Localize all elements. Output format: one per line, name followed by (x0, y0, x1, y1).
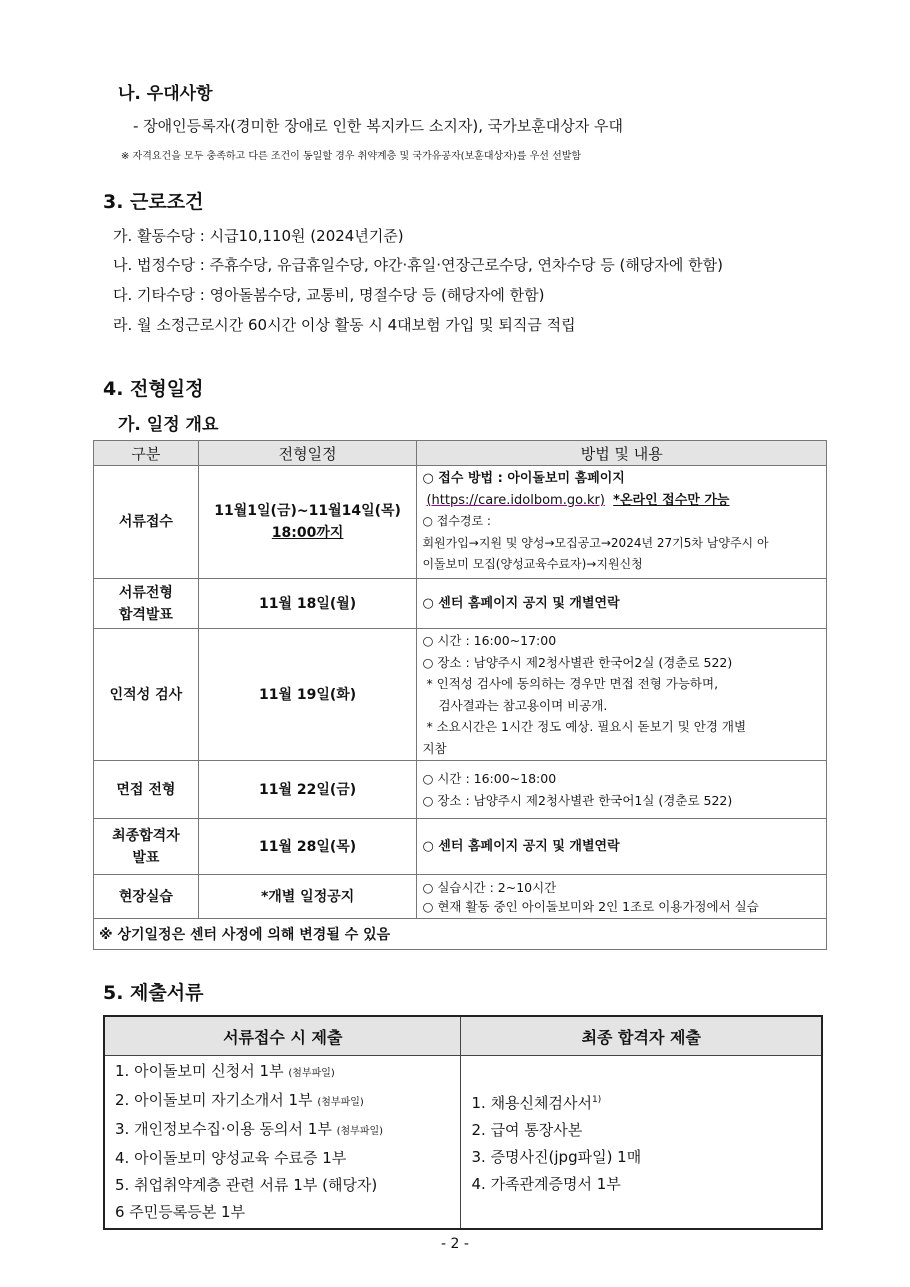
preference-item: - 장애인등록자(경미한 장애로 인한 복지카드 소지자), 국가보훈대상자 우대 (133, 117, 623, 135)
detail-line: ○ 장소 : 남양주시 제2청사별관 한국어2실 (경춘로 522) (422, 654, 733, 670)
list-item: 3. 증명사진(jpg파일) 1매 (471, 1147, 642, 1166)
details-cell (417, 819, 827, 875)
table-header-row (94, 441, 827, 466)
list-item: 4. 아이돌보미 양성교육 수료증 1부 (115, 1149, 347, 1167)
detail-line: 이돌보미 모집(양성교육수료자)→지원신청 (422, 557, 643, 572)
stage-label: 서류접수 (118, 514, 173, 530)
stage-label: 합격발표 (118, 606, 173, 623)
table-row (104, 1056, 822, 1230)
detail-line: ○ 시간 : 16:00~17:00 (422, 633, 557, 648)
detail-line: ○ 시간 : 16:00~18:00 (422, 771, 557, 786)
final-docs-cell (461, 1056, 822, 1230)
detail-line: * 인적성 검사에 동의하는 경우만 면접 전형 가능하며, (426, 676, 719, 691)
stage-label: 서류전형 (118, 584, 173, 601)
detail-line: ○ 센터 홈페이지 공지 및 개별연락 (422, 838, 620, 854)
date-label: 11월 28일(목) (259, 838, 357, 855)
stage-cell (94, 875, 199, 919)
table-header-row (104, 1016, 822, 1056)
detail-line: ○ 접수 방법 : 아이돌보미 홈페이지 (422, 471, 625, 487)
working-item: 라. 월 소정근로시간 60시간 이상 활동 시 4대보험 가입 및 퇴직금 적립 (113, 316, 576, 334)
schedule-note: ※ 상기일정은 센터 사정에 의해 변경될 수 있음 (94, 919, 827, 950)
detail-line: ○ 센터 홈페이지 공지 및 개별연락 (422, 595, 620, 611)
working-item: 다. 기타수당 : 영아돌봄수당, 교통비, 명절수당 등 (해당자에 한함) (113, 286, 545, 304)
date-cell (198, 629, 417, 761)
date-cell (198, 466, 417, 579)
list-item: 3. 개인정보수집·이용 동의서 1부 (첨부파일) (115, 1120, 384, 1138)
date-cell (198, 819, 417, 875)
date-deadline: 18:00까지 (271, 525, 344, 541)
date-label: *개별 일정공지 (260, 888, 355, 905)
stage-label: 현장실습 (118, 888, 173, 905)
list-item: 5. 취업취약계층 관련 서류 1부 (해당자) (115, 1176, 378, 1194)
details-cell (417, 579, 827, 629)
list-item: 6 주민등록등본 1부 (115, 1203, 246, 1221)
date-label: 11월 22일(금) (259, 781, 357, 798)
preference-note: ※ 자격요건을 모두 충족하고 다른 조건이 동일할 경우 취약계층 및 국가유공자(보훈대상자)를 우선 선발함 (121, 151, 582, 162)
stage-label: 발표 (132, 849, 160, 866)
working-item: 가. 활동수당 : 시급10,110원 (2024년기준) (113, 227, 404, 245)
date-label: 11월1일(금)~11월14일(목) (214, 503, 401, 519)
column-header: 서류접수 시 제출 (104, 1016, 461, 1056)
details-cell (417, 629, 827, 761)
details-cell (417, 875, 827, 919)
date-cell (198, 579, 417, 629)
documents-heading: 5. 제출서류 (103, 982, 204, 1004)
documents-table (103, 1015, 823, 1230)
stage-label: 면접 전형 (116, 781, 176, 798)
working-item: 나. 법정수당 : 주휴수당, 유급휴일수당, 야간·휴일·연장근로수당, 연차수당 등 (해당자에 한함) (113, 256, 723, 274)
table-row (94, 466, 827, 579)
column-header: 구분 (94, 441, 199, 466)
detail-line: ○ 실습시간 : 2~10시간 (422, 879, 557, 895)
page-number: - 2 - (441, 1236, 469, 1252)
details-cell (417, 761, 827, 819)
date-label: 11월 19일(화) (259, 686, 357, 703)
list-item: 4. 가족관계증명서 1부 (471, 1174, 621, 1193)
detail-line: ○ 현재 활동 중인 아이돌보미와 2인 1조로 이용가정에서 실습 (422, 898, 759, 914)
column-header: 방법 및 내용 (417, 441, 827, 466)
detail-line: 지참 (422, 740, 447, 756)
detail-line: 회원가입→지원 및 양성→모집공고→2024년 27기5차 남양주시 아 (422, 535, 769, 550)
table-row (94, 875, 827, 919)
schedule-heading: 4. 전형일정 (103, 378, 204, 400)
working-heading: 3. 근로조건 (103, 191, 204, 213)
table-row (94, 629, 827, 761)
table-row (94, 819, 827, 875)
stage-label: 최종합격자 (112, 827, 180, 844)
schedule-table (93, 440, 827, 950)
details-cell (417, 466, 827, 579)
table-note-row (94, 919, 827, 950)
date-cell (198, 761, 417, 819)
list-item: 1. 아이돌보미 신청서 1부 (첨부파일) (115, 1062, 335, 1080)
stage-cell (94, 629, 199, 761)
list-item: 2. 아이돌보미 자기소개서 1부 (첨부파일) (115, 1091, 364, 1109)
online-only-note: *온라인 접수만 가능 (613, 492, 730, 508)
schedule-subheading: 가. 일정 개요 (118, 415, 219, 435)
detail-line: ○ 장소 : 남양주시 제2청사별관 한국어1실 (경춘로 522) (422, 792, 733, 808)
homepage-link[interactable]: (https://care.idolbom.go.kr) (426, 492, 605, 508)
detail-line: * 소요시간은 1시간 정도 예상. 필요시 돋보기 및 안경 개별 (426, 719, 747, 734)
detail-line: 검사결과는 참고용이며 비공개. (438, 697, 608, 713)
column-header: 전형일정 (198, 441, 417, 466)
list-item: 2. 급여 통장사본 (471, 1120, 583, 1139)
table-row (94, 761, 827, 819)
preference-heading: 나. 우대사항 (118, 84, 213, 104)
list-item: 1. 채용신체검사서$^{1)}$ (471, 1093, 602, 1112)
stage-cell (94, 466, 199, 579)
detail-line: ○ 접수경로 : (422, 514, 491, 529)
date-label: 11월 18일(월) (259, 595, 357, 612)
stage-cell (94, 579, 199, 629)
stage-label: 인적성 검사 (109, 686, 183, 703)
date-cell (198, 875, 417, 919)
application-docs-cell (104, 1056, 461, 1230)
table-row (94, 579, 827, 629)
column-header: 최종 합격자 제출 (461, 1016, 822, 1056)
stage-cell (94, 819, 199, 875)
stage-cell (94, 761, 199, 819)
